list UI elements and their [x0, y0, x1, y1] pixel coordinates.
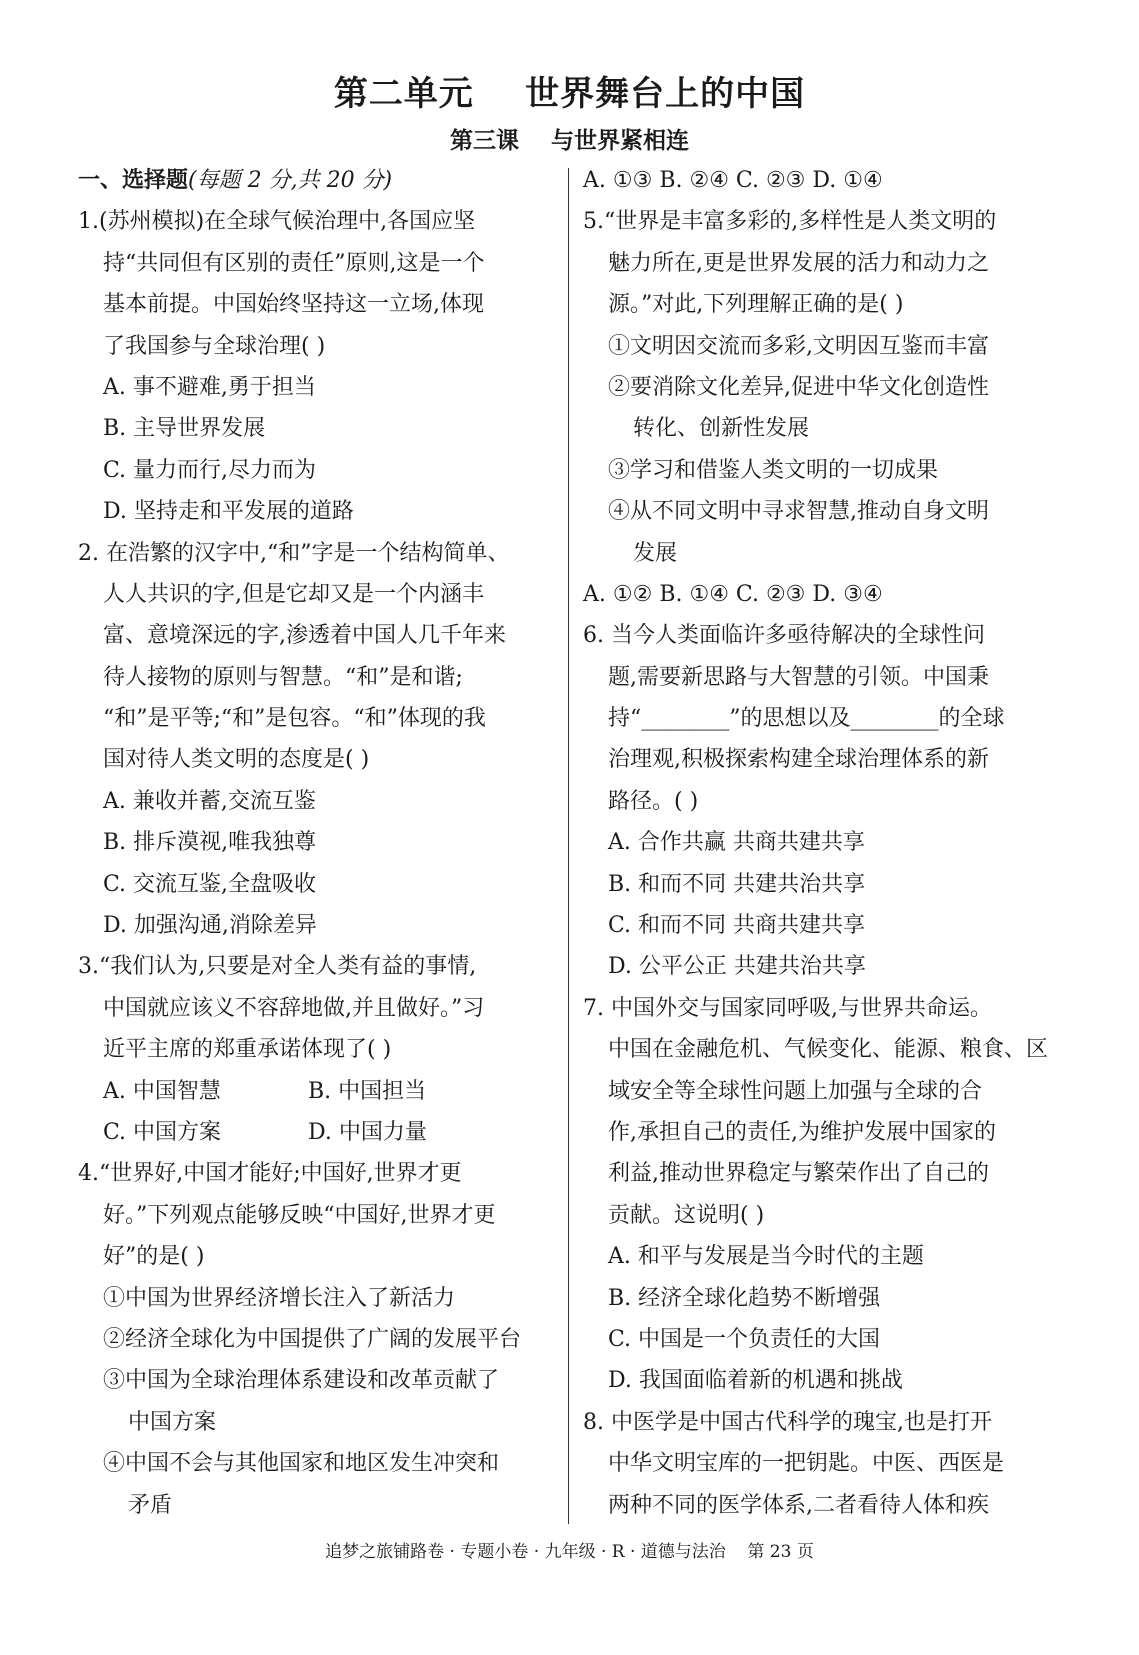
line-text: D. 坚持走和平发展的道路 — [103, 499, 354, 525]
text-line — [583, 1278, 1058, 1319]
text-line — [583, 201, 1058, 242]
line-text: D. 我国面临着新的机遇和挑战 — [608, 1368, 903, 1394]
line-text: 中国在金融危机、气候变化、能源、粮食、区 — [608, 1037, 1049, 1063]
text-line — [78, 1153, 556, 1194]
line-text: 源。”对此,下列理解正确的是( ) — [608, 292, 904, 318]
text-line — [583, 739, 1058, 780]
line-text: 人人共识的字,但是它却又是一个内涵丰 — [103, 581, 484, 607]
text-line — [78, 243, 556, 284]
text-line — [78, 533, 556, 574]
text-line — [583, 491, 1058, 532]
option: D. 中国力量 — [308, 1119, 427, 1145]
text-line — [583, 408, 1058, 449]
line-text: 3.“我们认为,只要是对全人类有益的事情, — [78, 954, 477, 980]
line-text: 魅力所在,更是世界发展的活力和动力之 — [608, 250, 989, 276]
option: A. 中国智慧 — [103, 1078, 221, 1104]
text-line — [583, 1029, 1058, 1070]
text-line — [78, 1443, 556, 1484]
right-column — [583, 160, 1058, 1526]
lesson-title: 第三课 与世界紧相连 — [449, 127, 690, 154]
text-line — [583, 1402, 1058, 1443]
text-line — [78, 201, 556, 242]
line-text: 中华文明宝库的一把钥匙。中医、西医是 — [608, 1451, 1005, 1477]
line-text: ②要消除文化差异,促进中华文化创造性 — [608, 374, 989, 400]
line-text: 富、意境深远的字,渗透着中国人几千年来 — [103, 623, 506, 649]
text-line — [78, 160, 556, 201]
line-text: C. 量力而行,尽力而为 — [103, 457, 317, 483]
text-line — [583, 284, 1058, 325]
line-text: 治理观,积极探索构建全球治理体系的新 — [608, 747, 989, 773]
line-text: ①中国为世界经济增长注入了新活力 — [103, 1285, 456, 1311]
line-text: 近平主席的郑重承诺体现了( ) — [103, 1037, 392, 1063]
text-line — [583, 450, 1058, 491]
text-line — [583, 1319, 1058, 1360]
line-text: ②经济全球化为中国提供了广阔的发展平台 — [103, 1326, 522, 1352]
line-text: 4.“世界好,中国才能好;中国好,世界才更 — [78, 1161, 462, 1187]
line-text: 国对待人类文明的态度是( ) — [103, 747, 370, 773]
left-column — [78, 160, 556, 1526]
text-line — [583, 781, 1058, 822]
line-text: 7. 中国外交与国家同呼吸,与世界共命运。 — [583, 995, 992, 1021]
line-text: 基本前提。中国始终坚持这一立场,体现 — [103, 292, 484, 318]
line-text: 发展 — [633, 540, 678, 566]
page-footer: 追梦之旅铺路卷 · 专题小卷 · 九年级 · R · 道德与法治 第 23 页 — [325, 1542, 814, 1562]
section-heading: 一、选择题 — [78, 167, 189, 193]
text-line — [583, 1236, 1058, 1277]
line-text: 贡献。这说明( ) — [608, 1202, 765, 1228]
line-text: A. 合作共赢 共商共建共享 — [608, 830, 865, 856]
line-text: 域安全等全球性问题上加强与全球的合 — [608, 1078, 983, 1104]
line-text: B. 和而不同 共建共治共享 — [608, 871, 866, 897]
line-text: B. 主导世界发展 — [103, 416, 266, 442]
option: B. 中国担当 — [308, 1078, 427, 1104]
line-text: A. ①② B. ①④ C. ②③ D. ③④ — [583, 581, 883, 607]
text-line — [78, 408, 556, 449]
text-line — [583, 946, 1058, 987]
line-text: 待人接物的原则与智慧。“和”是和谐; — [103, 664, 463, 690]
line-text: 2. 在浩繁的汉字中,“和”字是一个结构简单、 — [78, 540, 510, 566]
line-text: 了我国参与全球治理( ) — [103, 333, 326, 359]
line-text: D. 公平公正 共建共治共享 — [608, 954, 866, 980]
line-text: 1.(苏州模拟)在全球气候治理中,各国应坚 — [78, 209, 476, 235]
text-line — [78, 781, 556, 822]
text-line — [583, 1153, 1058, 1194]
line-text: C. 中国是一个负责任的大国 — [608, 1326, 881, 1352]
text-line — [78, 367, 556, 408]
text-line — [78, 1278, 556, 1319]
text-line — [583, 243, 1058, 284]
text-line — [583, 988, 1058, 1029]
text-line — [583, 1112, 1058, 1153]
line-text: ①文明因交流而多彩,文明因互鉴而丰富 — [608, 333, 989, 359]
line-text: 5.“世界是丰富多彩的,多样性是人类文明的 — [583, 209, 997, 235]
line-text: 作,承担自己的责任,为维护发展中国家的 — [608, 1119, 996, 1145]
line-text: 两种不同的医学体系,二者看待人体和疾 — [608, 1492, 989, 1518]
line-text: 题,需要新思路与大智慧的引领。中国秉 — [608, 664, 989, 690]
line-text: 8. 中医学是中国古代科学的瑰宝,也是打开 — [583, 1409, 992, 1435]
text-line — [78, 1112, 556, 1153]
text-line — [583, 533, 1058, 574]
text-line — [78, 1236, 556, 1277]
text-line — [78, 450, 556, 491]
text-line — [78, 1485, 556, 1526]
section-points: (每题 2 分,共 20 分) — [188, 168, 393, 193]
text-line — [78, 1195, 556, 1236]
text-line — [583, 1195, 1058, 1236]
line-text: “和”是平等;“和”是包容。“和”体现的我 — [103, 706, 486, 732]
line-text: D. 加强沟通,消除差异 — [103, 913, 317, 939]
line-text: A. 事不避难,勇于担当 — [103, 374, 316, 400]
text-line — [583, 1485, 1058, 1526]
line-text: 中国就应该义不容辞地做,并且做好。”习 — [103, 995, 485, 1021]
text-line — [583, 615, 1058, 656]
line-text: B. 经济全球化趋势不断增强 — [608, 1285, 881, 1311]
text-line — [78, 739, 556, 780]
line-text: ③学习和借鉴人类文明的一切成果 — [608, 457, 939, 483]
text-line — [78, 615, 556, 656]
text-line — [583, 1071, 1058, 1112]
line-text: 好。”下列观点能够反映“中国好,世界才更 — [103, 1202, 496, 1228]
line-text: 持“共同但有区别的责任”原则,这是一个 — [103, 250, 485, 276]
line-text: A. ①③ B. ②④ C. ②③ D. ①④ — [583, 168, 883, 193]
text-line — [583, 822, 1058, 863]
text-line — [78, 574, 556, 615]
text-line — [78, 284, 556, 325]
text-line — [583, 698, 1058, 739]
text-line — [78, 822, 556, 863]
text-line — [583, 574, 1058, 615]
text-line — [78, 946, 556, 987]
text-line — [78, 1319, 556, 1360]
line-text: C. 交流互鉴,全盘吸收 — [103, 871, 317, 897]
text-line — [78, 326, 556, 367]
line-text: A. 兼收并蓄,交流互鉴 — [103, 788, 316, 814]
line-text: 6. 当今人类面临许多亟待解决的全球性问 — [583, 623, 985, 649]
line-text: 好”的是( ) — [103, 1244, 205, 1270]
text-line — [78, 988, 556, 1029]
unit-title: 第二单元 世界舞台上的中国 — [333, 74, 806, 114]
line-text: ④中国不会与其他国家和地区发生冲突和 — [103, 1451, 500, 1477]
text-line — [583, 864, 1058, 905]
line-text: A. 和平与发展是当今时代的主题 — [608, 1244, 924, 1270]
text-line — [583, 160, 1058, 201]
column-divider — [568, 168, 569, 1524]
line-text: 矛盾 — [128, 1492, 173, 1518]
text-line — [78, 1402, 556, 1443]
line-text: B. 排斥漠视,唯我独尊 — [103, 830, 317, 856]
line-text: 转化、创新性发展 — [633, 416, 810, 442]
text-line — [78, 905, 556, 946]
text-line — [583, 1443, 1058, 1484]
text-line — [78, 491, 556, 532]
line-text: 中国方案 — [128, 1409, 217, 1435]
line-text: ③中国为全球治理体系建设和改革贡献了 — [103, 1368, 500, 1394]
text-line — [78, 1360, 556, 1401]
text-line — [78, 1071, 556, 1112]
text-line — [78, 864, 556, 905]
line-text: ④从不同文明中寻求智慧,推动自身文明 — [608, 499, 989, 525]
line-text: C. 和而不同 共商共建共享 — [608, 913, 866, 939]
option: C. 中国方案 — [103, 1119, 222, 1145]
text-line — [78, 698, 556, 739]
text-line — [583, 1360, 1058, 1401]
line-text: 利益,推动世界稳定与繁荣作出了自己的 — [608, 1161, 989, 1187]
line-text: 路径。( ) — [608, 788, 699, 814]
text-line — [583, 657, 1058, 698]
text-line — [583, 905, 1058, 946]
text-line — [583, 367, 1058, 408]
text-line — [78, 1029, 556, 1070]
text-line — [583, 326, 1058, 367]
text-line — [78, 657, 556, 698]
line-text: 持“________”的思想以及________的全球 — [608, 706, 1005, 732]
